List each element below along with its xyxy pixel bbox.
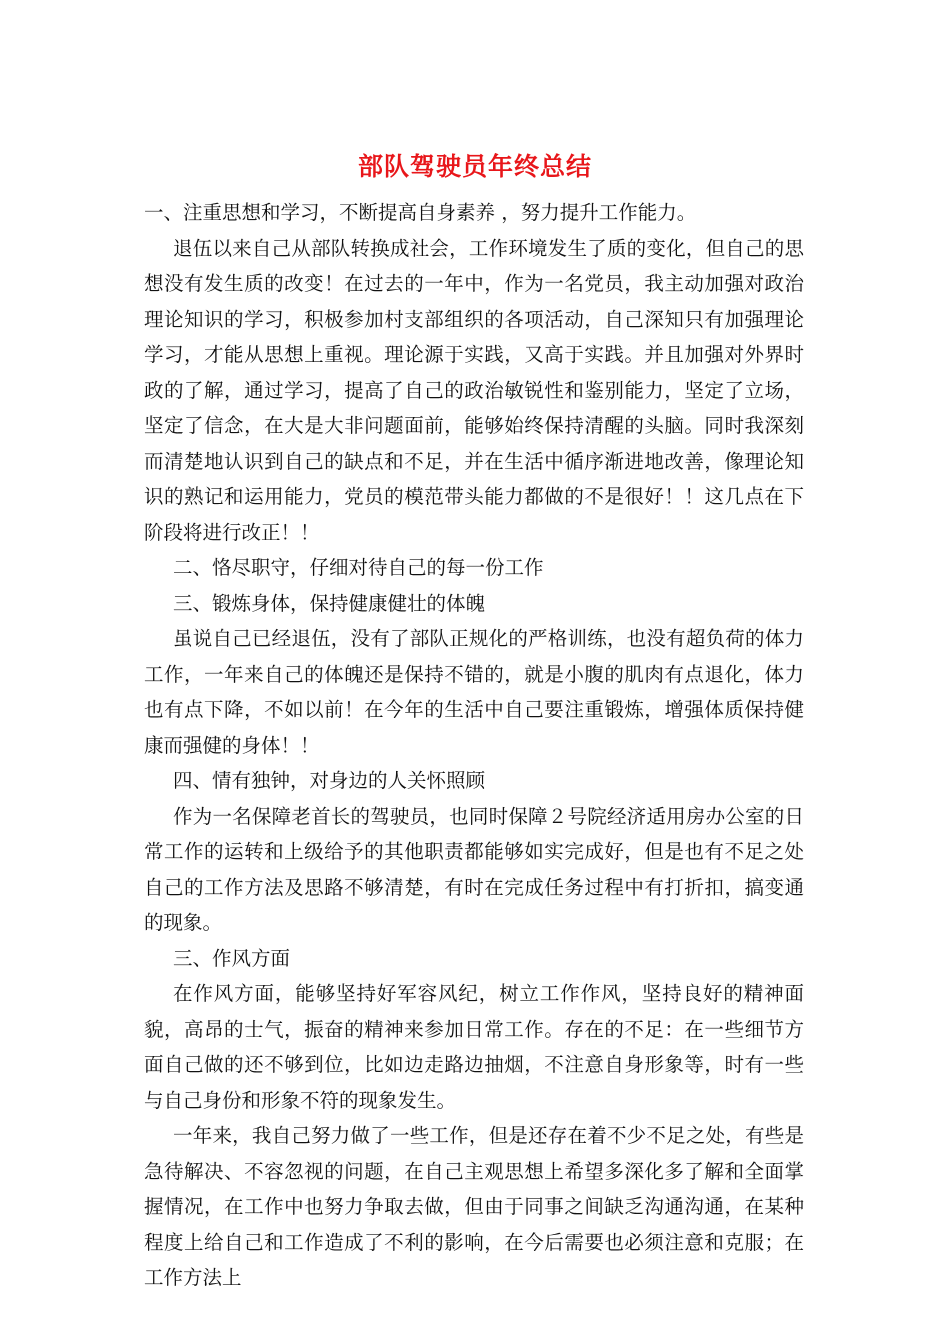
section-heading-2: 二、恪尽职守，仔细对待自己的每一份工作 [173, 556, 544, 579]
section-heading-1: 一、注重思想和学习，不断提高自身素养 ，努力提升工作能力。 [144, 201, 697, 224]
paragraph-5: 一年来，我自己努力做了一些工作，但是还存在着不少不足之处，有些是急待解决、不容忽视的问题，在自己主观思想上希望多深化多了解和全面掌握情况，在工作中也努力争取去做，但由于同事之间缺乏沟通沟通，在某种程度上给自己和工作造成了不利的影响，在今后需要也必须注意和克服；在工作方法上 [144, 1124, 804, 1289]
document-title: 部队驾驶员年终总结 [357, 152, 592, 181]
paragraph-2: 虽说自己已经退伍，没有了部队正规化的严格训练，也没有超负荷的体力工作，一年来自己的体魄还是保持不错的，就是小腹的肌肉有点退化，体力也有点下降，不如以前！在今年的生活中自己要注重锻炼，增强体质保持健康而强健的身体！！ [144, 627, 804, 757]
paragraph-4: 在作风方面，能够坚持好军容风纪，树立工作作风，坚持良好的精神面貌，高昂的士气，振奋的精神来参加日常工作。存在的不足：在一些细节方面自己做的还不够到位，比如边走路边抽烟，不注意自身形象等，时有一些与自己身份和形象不符的现象发生。 [144, 982, 804, 1112]
section-heading-4: 四、情有独钟，对身边的人关怀照顾 [173, 769, 486, 792]
paragraph-1: 退伍以来自己从部队转换成社会，工作环境发生了质的变化，但自己的思想没有发生质的改变！在过去的一年中，作为一名党员，我主动加强对政治理论知识的学习，积极参加村支部组织的各项活动，自己深知只有加强理论学习，才能从思想上重视。理论源于实践，又高于实践。并且加强对外界时政的了解，通过学习，提高了自己的政治敏锐性和鉴别能力，坚定了立场，坚定了信念，在大是大非问题面前，能够始终保持清醒的头脑。同时我深刻而清楚地认识到自己的缺点和不足，并在生活中循序渐进地改善，像理论知识的熟记和运用能力，党员的模范带头能力都做的不是很好！！这几点在下阶段将进行改正！！ [144, 236, 804, 544]
paragraph-3: 作为一名保障老首长的驾驶员，也同时保障２号院经济适用房办公室的日常工作的运转和上级给予的其他职责都能够如实完成好，但是也有不足之处自己的工作方法及思路不够清楚，有时在完成任务过程中有打折扣，搞变通的现象。 [144, 804, 804, 934]
section-heading-3: 三、锻炼身体，保持健康健壮的体魄 [173, 591, 486, 615]
section-heading-5: 三、作风方面 [173, 946, 291, 970]
document-body [144, 195, 804, 1296]
